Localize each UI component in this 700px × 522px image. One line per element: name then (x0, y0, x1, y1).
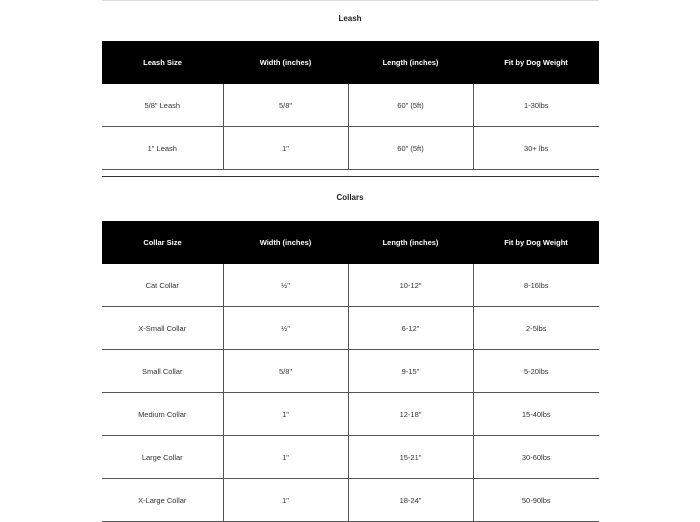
table-row (102, 436, 599, 479)
collars-cell-fit: 50-90lbs (473, 479, 599, 522)
collars-cell-width: 1" (223, 479, 348, 522)
table-row (102, 350, 599, 393)
collars-cell-width: ½" (223, 307, 348, 350)
collars-cell-fit: 2-5lbs (473, 307, 599, 350)
collars-header-length: Length (inches) (348, 221, 473, 264)
collars-cell-length: 9-15" (348, 350, 473, 393)
collars-cell-length: 12-18" (348, 393, 473, 436)
collars-cell-fit: 15-40lbs (473, 393, 599, 436)
leash-cell-width: 1" (223, 127, 348, 170)
collars-cell-width: 5/8" (223, 350, 348, 393)
leash-header-size: Leash Size (102, 41, 223, 84)
table-row (102, 264, 599, 307)
collars-cell-length: 6-12" (348, 307, 473, 350)
collars-size-table (102, 221, 599, 522)
leash-section-title: Leash (338, 14, 362, 23)
leash-size-table (102, 41, 599, 170)
table-row (102, 307, 599, 350)
collars-header-width: Width (inches) (223, 221, 348, 264)
collars-cell-length: 18-24" (348, 479, 473, 522)
leash-header-row (102, 41, 599, 84)
collars-cell-size: X-Large Collar (102, 479, 223, 522)
collars-cell-width: 1" (223, 393, 348, 436)
collars-cell-fit: 8-16lbs (473, 264, 599, 307)
top-divider (102, 0, 599, 1)
collars-cell-size: Small Collar (102, 350, 223, 393)
collars-cell-width: 1" (223, 436, 348, 479)
table-row (102, 127, 599, 170)
table-row (102, 84, 599, 127)
leash-header-length: Length (inches) (348, 41, 473, 84)
collars-cell-width: ½" (223, 264, 348, 307)
collars-cell-size: Medium Collar (102, 393, 223, 436)
collars-cell-fit: 30-60lbs (473, 436, 599, 479)
collars-header-size: Collar Size (102, 221, 223, 264)
collars-cell-length: 15-21" (348, 436, 473, 479)
collars-header-row (102, 221, 599, 264)
collars-cell-fit: 5-20lbs (473, 350, 599, 393)
leash-header-width: Width (inches) (223, 41, 348, 84)
collars-cell-size: Cat Collar (102, 264, 223, 307)
leash-header-fit: Fit by Dog Weight (473, 41, 599, 84)
leash-cell-size: 1" Leash (102, 127, 223, 170)
leash-cell-length: 60" (5ft) (348, 127, 473, 170)
collars-header-fit: Fit by Dog Weight (473, 221, 599, 264)
leash-cell-fit: 1-30lbs (473, 84, 599, 127)
leash-cell-length: 60" (5ft) (348, 84, 473, 127)
collars-cell-size: Large Collar (102, 436, 223, 479)
section-divider (102, 176, 599, 177)
collars-section-title: Collars (336, 193, 364, 202)
table-row (102, 479, 599, 522)
collars-cell-size: X-Small Collar (102, 307, 223, 350)
leash-cell-size: 5/8" Leash (102, 84, 223, 127)
leash-cell-fit: 30+ lbs (473, 127, 599, 170)
leash-cell-width: 5/8" (223, 84, 348, 127)
table-row (102, 393, 599, 436)
collars-cell-length: 10-12" (348, 264, 473, 307)
